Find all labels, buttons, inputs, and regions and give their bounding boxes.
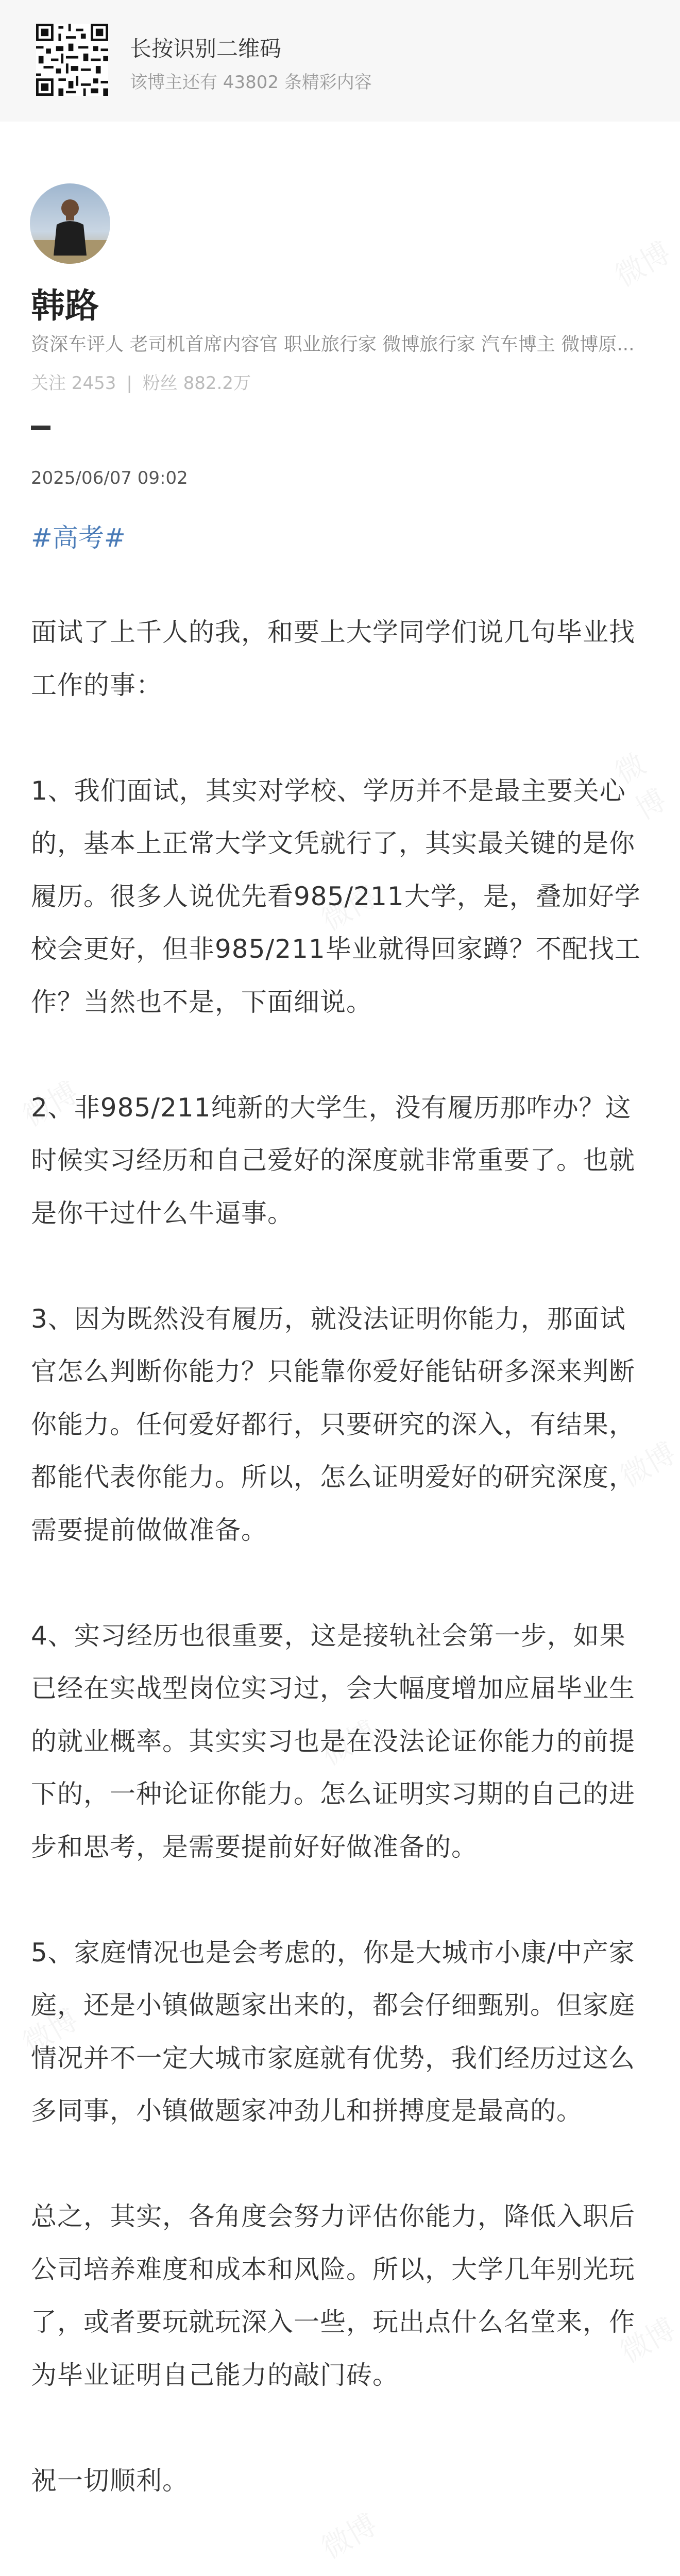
post-paragraph: 总之，其实，各角度会努力评估你能力，降低入职后公司培养难度和成本和风险。所以，大学几年别光玩了，或者要玩就玩深入一些，玩出点什么名堂来，作为毕业证明自己能力的敲门砖。 [31,2201,635,2390]
watermark [607,230,677,295]
hashtag-link[interactable]: #高考# [31,523,126,553]
post-paragraph: 4、实习经历也很重要，这是接轨社会第一步，如果已经在实战型岗位实习过，会大幅度增加应届毕业生的就业概率。其实实习也是在没法论证你能力的前提下的，一种论证你能力。怎么证明实习期的自己的进步和思考，是需要提前好好做准备的。 [31,1620,635,1862]
post-paragraph: 5、家庭情况也是会考虑的，你是大城市小康/中产家庭，还是小镇做题家出来的，都会仔细甄别。但家庭情况并不一定大城市家庭就有优势，我们经历过这么多同事，小镇做题家冲劲儿和拼搏度是最高的。 [31,1937,635,2126]
qr-banner-subtitle: 该博主还有 43802 条精彩内容 [130,72,372,93]
author-description: 资深车评人 老司机首席内容官 职业旅行家 微博旅行家 汽车博主 微博原... [31,334,635,355]
qr-code-small[interactable] [36,21,108,99]
author-name[interactable]: 韩路 [31,286,99,326]
divider-mark [31,426,50,430]
post-paragraph: 1、我们面试，其实对学校、学历并不是最主要关心的，基本上正常大学文凭就行了，其实最关键的是你履历。很多人说优先看985/211大学，是，叠加好学校会更好，但非985/211毕业就得回家蹲？不配找工作？当然也不是，下面细说。 [31,775,641,1017]
qr-banner-title: 长按识别二维码 [130,36,282,61]
post-paragraph: 面试了上千人的我，和要上大学同学们说几句毕业找工作的事： [31,617,635,700]
post-paragraph: 2、非985/211纯新的大学生，没有履历那咋办？这时候实习经历和自己爱好的深度就非常重要了。也就是你干过什么牛逼事。 [31,1092,635,1228]
avatar-photo [30,183,110,264]
avatar[interactable] [30,183,110,264]
stats-separator: | [126,373,132,394]
author-stats [31,369,251,394]
followers-count[interactable]: 粉丝 882.2万 [142,373,251,394]
post-timestamp: 2025/06/07 09:02 [31,468,188,488]
post-paragraph: 3、因为既然没有履历，就没法证明你能力，那面试官怎么判断你能力？只能靠你爱好能钻研多深来判断你能力。任何爱好都行，只要研究的深入，有结果，都能代表你能力。所以，怎么证明爱好的研究深度，需要提前做做准备。 [31,1303,635,1545]
post-body [31,606,649,2507]
top-qr-banner [0,0,680,122]
following-count[interactable]: 关注 2453 [31,373,116,394]
watermark [313,2502,384,2567]
post-paragraph: 祝一切顺利。 [31,2465,189,2496]
